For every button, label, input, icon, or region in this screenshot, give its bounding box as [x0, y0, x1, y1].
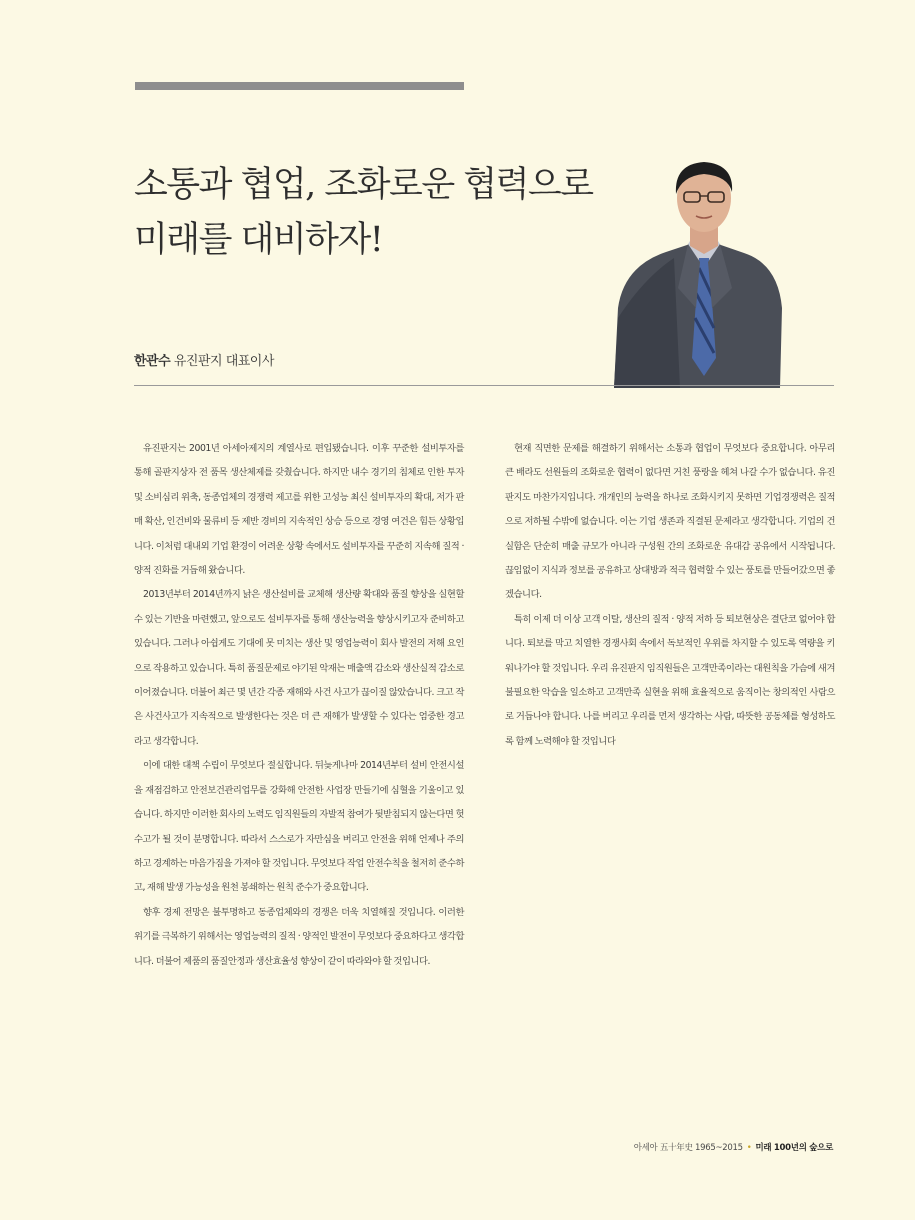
footer-book-title: 아세아 五十年史 1965~2015 [633, 1143, 743, 1153]
header-divider [134, 385, 834, 386]
title-line-1: 소통과 협업, 조화로운 협력으로 [134, 165, 593, 205]
body-column-right [505, 437, 835, 754]
body-column-left [134, 437, 464, 974]
top-accent-bar [135, 82, 464, 90]
author-name: 한관수 [134, 354, 171, 369]
title-line-2: 미래를 대비하자! [134, 220, 383, 260]
page-footer [634, 1141, 833, 1153]
ceo-portrait-photo [604, 158, 804, 388]
paragraph: 유진판지는 2001년 아세아제지의 계열사로 편입됐습니다. 이후 꾸준한 설비투자를 통해 골판지상자 전 품목 생산체제를 갖췄습니다. 하지만 내수 경기의 침체로 인한 투자 및 소비심리 위축, 동종업체의 경쟁력 제고를 위한 고성능 최신 설비투자의 확대, 저가 판매 확산, 인건비와 물류비 등 제반 경비의 지속적인 상승 등으로 경영 여건은 힘든 상황입니다. 이처럼 대내외 기업 환경이 어려운 상황 속에서도 설비투자를 꾸준히 지속해 질적 · 양적 진화를 거듭해 왔습니다. [134, 443, 464, 577]
author-position: 유진판지 대표이사 [173, 354, 274, 369]
paragraph: 2013년부터 2014년까지 낡은 생산설비를 교체해 생산량 확대와 품질 향상을 실현할 수 있는 기반을 마련했고, 앞으로도 설비투자를 통해 생산능력을 향상시키고자 준비하고 있습니다. 그러나 아쉽게도 기대에 못 미치는 생산 및 영업능력이 회사 발전의 저해 요인으로 작용하고 있습니다. 특히 품질문제로 야기된 악재는 매출액 감소와 생산실적 감소로 이어졌습니다. 더불어 최근 몇 년간 각종 재해와 사건 사고가 끊이질 않았습니다. 크고 작은 사건사고가 지속적으로 발생한다는 것은 더 큰 재해가 발생할 수 있다는 엄중한 경고라고 생각합니다. [134, 589, 464, 747]
footer-section-title: 미래 100년의 숲으로 [755, 1143, 833, 1153]
paragraph: 향후 경제 전망은 불투명하고 동종업체와의 경쟁은 더욱 치열해질 것입니다. 이러한 위기를 극복하기 위해서는 영업능력의 질적 · 양적인 발전이 무엇보다 중요하다고 생각합니다. 더불어 제품의 품질안정과 생산효율성 향상이 같이 따라와야 할 것입니다. [134, 906, 464, 967]
paragraph: 이에 대한 대책 수립이 무엇보다 절실합니다. 뒤늦게나마 2014년부터 설비 안전시설을 재점검하고 안전보건관리업무를 강화해 안전한 사업장 만들기에 심혈을 기울이고 있습니다. 하지만 이러한 회사의 노력도 임직원들의 자발적 참여가 뒷받침되지 않는다면 헛수고가 될 것이 분명합니다. 따라서 스스로가 자만심을 버리고 안전을 위해 언제나 주의하고 경계하는 마음가짐을 가져야 할 것입니다. 무엇보다 작업 안전수칙을 철저히 준수하고, 재해 발생 가능성을 원천 봉쇄하는 원칙 준수가 중요합니다. [134, 760, 464, 894]
footer-bullet-icon: • [746, 1143, 752, 1153]
page-title [134, 158, 614, 268]
paragraph: 현재 직면한 문제를 해결하기 위해서는 소통과 협업이 무엇보다 중요합니다. 아무리 큰 배라도 선원들의 조화로운 협력이 없다면 거친 풍랑을 헤쳐 나갈 수가 없습니다. 유진판지도 마찬가지입니다. 개개인의 능력을 하나로 조화시키지 못하면 기업경쟁력은 질적으로 저하될 수밖에 없습니다. 이는 기업 생존과 직결된 문제라고 생각합니다. 기업의 건실함은 단순히 매출 규모가 아니라 구성원 간의 조화로운 유대감 공유에서 시작됩니다. 끊임없이 지식과 정보를 공유하고 상대방과 적극 협력할 수 있는 풍토를 만들어갔으면 좋겠습니다. [505, 443, 835, 601]
author-byline [134, 350, 274, 369]
paragraph: 특히 이제 더 이상 고객 이탈, 생산의 질적 · 양적 저하 등 퇴보현상은 결단코 없어야 합니다. 퇴보를 막고 치열한 경쟁사회 속에서 독보적인 우위를 차지할 수 있도록 역량을 키워나가야 할 것입니다. 우리 유진판지 임직원들은 고객만족이라는 대원칙을 가슴에 새겨 불필요한 악습을 일소하고 고객만족 실현을 위해 효율적으로 움직이는 창의적인 사람으로 거듭나야 합니다. 나를 버리고 우리를 먼저 생각하는 사람, 따뜻한 공동체를 형성하도록 함께 노력해야 할 것입니다 [505, 613, 835, 747]
